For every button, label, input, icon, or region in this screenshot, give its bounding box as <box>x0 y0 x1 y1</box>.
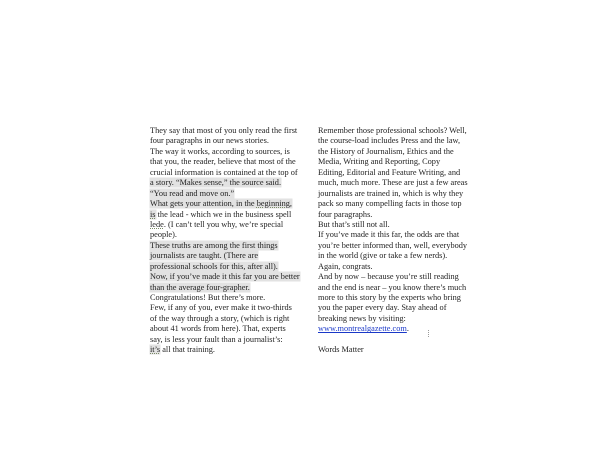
text-line: Congratulations! But there’s more. <box>150 293 266 302</box>
text-line <box>150 241 300 251</box>
text-segment: all that training. <box>160 345 215 355</box>
highlighted-text: professional schools for this, after all). <box>150 261 278 271</box>
text-line <box>150 178 300 188</box>
text-line: the History of Journalism, Ethics and the <box>318 146 454 156</box>
highlighted-text: “You read and move on.” <box>150 188 235 198</box>
text-line: and the end is near – you know there’s much <box>318 282 467 292</box>
text-line: Few, if any of you, ever make it two-thirds <box>150 303 292 313</box>
text-line: of the way through a story, (which is right <box>150 313 290 323</box>
text-line: They say that most of you only read the first <box>150 126 298 135</box>
text-line: in the world (give or take a few nerds). <box>318 251 448 261</box>
right-column <box>318 126 468 356</box>
underlined-word[interactable]: lede <box>150 219 164 229</box>
text-line <box>150 199 300 209</box>
text-line: much, much more. These are just a few areas <box>318 178 468 188</box>
text-cursor-icon <box>428 330 430 337</box>
text-line: four paragraphs in our news stories. <box>150 136 269 146</box>
text-line: Again, congrats. <box>318 261 373 271</box>
text-line: people). <box>150 230 177 240</box>
text-line: crucial information is contained at the top of <box>150 167 298 177</box>
text-line: four paragraphs. <box>318 209 373 219</box>
text-line: say, is less your fault than a journalist’s: <box>150 334 283 344</box>
text-line <box>150 272 300 282</box>
highlighted-text: These truths are among the first things <box>150 240 278 250</box>
underlined-word[interactable]: is <box>150 209 156 219</box>
text-line: But that’s still not all. <box>318 219 390 229</box>
highlighted-text: What gets your attention, in the <box>150 199 257 209</box>
text-line <box>150 220 300 230</box>
text-line: Remember those professional schools? Well, <box>318 126 467 135</box>
highlighted-text: Now, if you’ve made it this far you are better <box>150 272 300 282</box>
text-line: breaking news by visiting: <box>318 313 406 323</box>
text-line: And by now – because you’re still reading <box>318 272 459 282</box>
left-column <box>150 126 300 356</box>
text-line <box>150 210 300 220</box>
text-line <box>150 251 300 261</box>
text-line: Media, Writing and Reporting, Copy <box>318 157 441 167</box>
text-line: journalists are trained in, which is why they <box>318 188 464 198</box>
text-line <box>150 283 300 293</box>
underlined-word[interactable]: beginning, <box>256 199 292 209</box>
text-line: you’re better informed than, well, everybody <box>318 240 468 250</box>
website-link[interactable]: www.montrealgazette.com <box>318 324 407 334</box>
text-line <box>150 345 300 355</box>
text-line <box>318 324 468 334</box>
text-segment: . <box>406 324 409 334</box>
text-segment: . (I can’t tell you why, we’re special <box>163 219 284 229</box>
text-line: you the paper every day. Stay ahead of <box>318 303 447 313</box>
highlighted-text: than the average four-grapher. <box>150 282 250 292</box>
blank-line <box>318 335 468 345</box>
text-line <box>150 189 300 199</box>
text-line: The way it works, according to sources, is <box>150 146 290 156</box>
underlined-word[interactable]: it’s <box>150 345 161 355</box>
text-line: about 41 words from here). That, experts <box>150 324 286 334</box>
highlighted-text: journalists are taught. (There are <box>150 251 259 261</box>
sign-off: Words Matter <box>318 345 364 355</box>
highlighted-text: a story. “Makes sense,” the source said. <box>150 178 282 188</box>
text-segment: the lead - which we in the business spell <box>155 209 292 219</box>
text-line: the course-load includes Press and the law, <box>318 136 461 146</box>
text-line <box>150 262 300 272</box>
text-line: If you’ve made it this far, the odds are that <box>318 230 460 240</box>
text-line: Editing, Editorial and Feature Writing, and <box>318 167 461 177</box>
text-line: more to this story by the experts who bring <box>318 293 461 302</box>
text-line: pack so many compelling facts in those top <box>318 199 462 209</box>
text-line: that you, the reader, believe that most of the <box>150 157 296 167</box>
